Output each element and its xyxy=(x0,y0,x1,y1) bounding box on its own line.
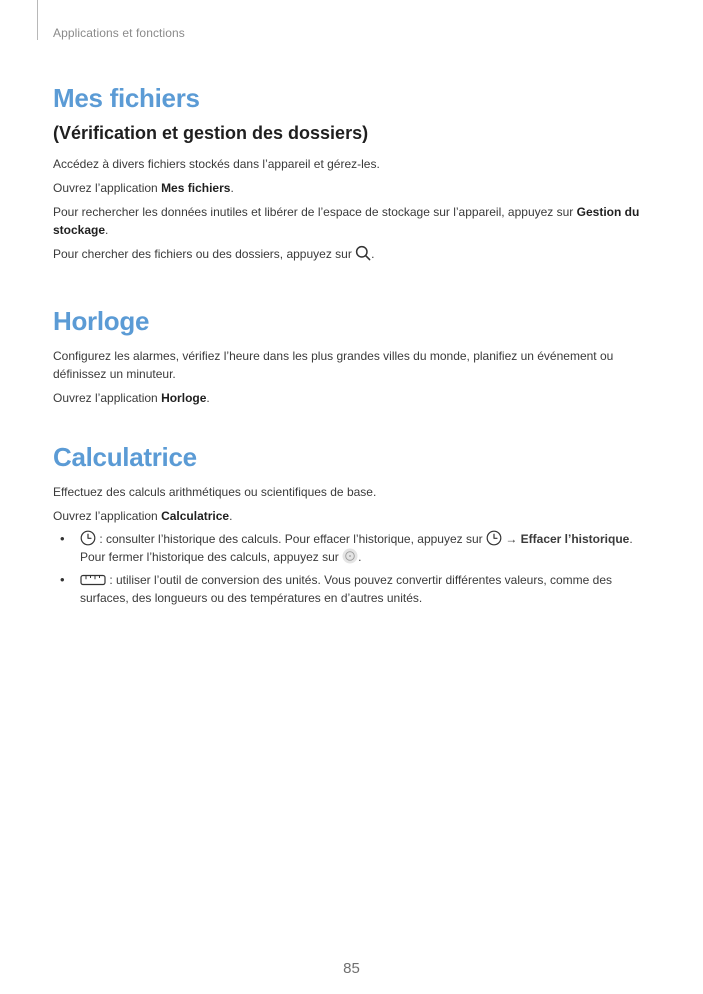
text-segment: Ouvrez l’application xyxy=(53,181,162,195)
text-segment: . xyxy=(358,550,362,564)
text-segment: . xyxy=(105,223,109,237)
section-title-clock: Horloge xyxy=(53,306,150,336)
keypad-icon xyxy=(342,548,358,564)
storage-management-label: Gestion du stockage xyxy=(53,205,640,237)
list-item xyxy=(53,530,658,566)
text-segment: : consulter l’historique des calculs. Pour effacer l’historique, appuyez sur xyxy=(96,532,486,546)
text-segment: . xyxy=(230,181,234,195)
my-files-open-app xyxy=(53,179,658,197)
running-head: Applications et fonctions xyxy=(53,26,185,40)
text-segment: . Pour fermer l’historique des calculs, appuyez sur xyxy=(80,532,633,564)
clock-open-app xyxy=(53,389,658,407)
my-files-intro: Accédez à divers fichiers stockés dans l’appareil et gérez-les. xyxy=(53,157,380,171)
clock-intro: Configurez les alarmes, vérifiez l’heure dans les plus grandes villes du monde, planifiez un événement ou définissez un minuteur. xyxy=(53,349,614,381)
section-subtitle-my-files: (Vérification et gestion des dossiers) xyxy=(53,123,369,143)
page-number: 85 xyxy=(343,960,360,977)
text-segment: Pour rechercher les données inutiles et libérer de l’espace de stockage sur l’appareil, appuyez sur xyxy=(53,205,577,219)
app-name-clock: Horloge xyxy=(161,391,207,405)
text-segment: Ouvrez l’application xyxy=(53,509,162,523)
app-name-calculator: Calculatrice xyxy=(161,509,230,523)
text-segment: : utiliser l’outil de conversion des unités. Vous pouvez convertir différentes valeurs, comme des surfaces, des longueurs ou des températures en d’autres unités. xyxy=(80,573,613,605)
text-segment: Ouvrez l’application xyxy=(53,391,162,405)
bullet: • xyxy=(60,572,65,587)
clear-history-label: Effacer l’historique xyxy=(520,532,630,546)
section-title-my-files: Mes fichiers xyxy=(53,83,200,113)
section-title-calculator: Calculatrice xyxy=(53,442,197,472)
my-files-storage-management xyxy=(53,203,658,239)
list-item xyxy=(53,571,658,607)
text-segment: . xyxy=(206,391,210,405)
ruler-icon xyxy=(80,573,106,587)
calculator-tips-list xyxy=(53,530,658,607)
app-name-my-files: Mes fichiers xyxy=(161,181,231,195)
text-segment: Pour chercher des fichiers ou des dossiers, appuyez sur xyxy=(53,247,356,261)
text-segment: → xyxy=(501,532,521,546)
bullet: • xyxy=(60,531,65,546)
clock-history-icon xyxy=(486,530,502,546)
calculator-open-app xyxy=(53,507,658,525)
text-segment: . xyxy=(371,247,375,261)
my-files-search xyxy=(53,245,658,263)
page-content xyxy=(53,82,658,612)
calculator-intro: Effectuez des calculs arithmétiques ou scientifiques de base. xyxy=(53,485,377,499)
header-rule xyxy=(37,0,38,40)
text-segment: . xyxy=(229,509,233,523)
search-icon xyxy=(355,245,371,261)
clock-history-icon xyxy=(80,530,96,546)
